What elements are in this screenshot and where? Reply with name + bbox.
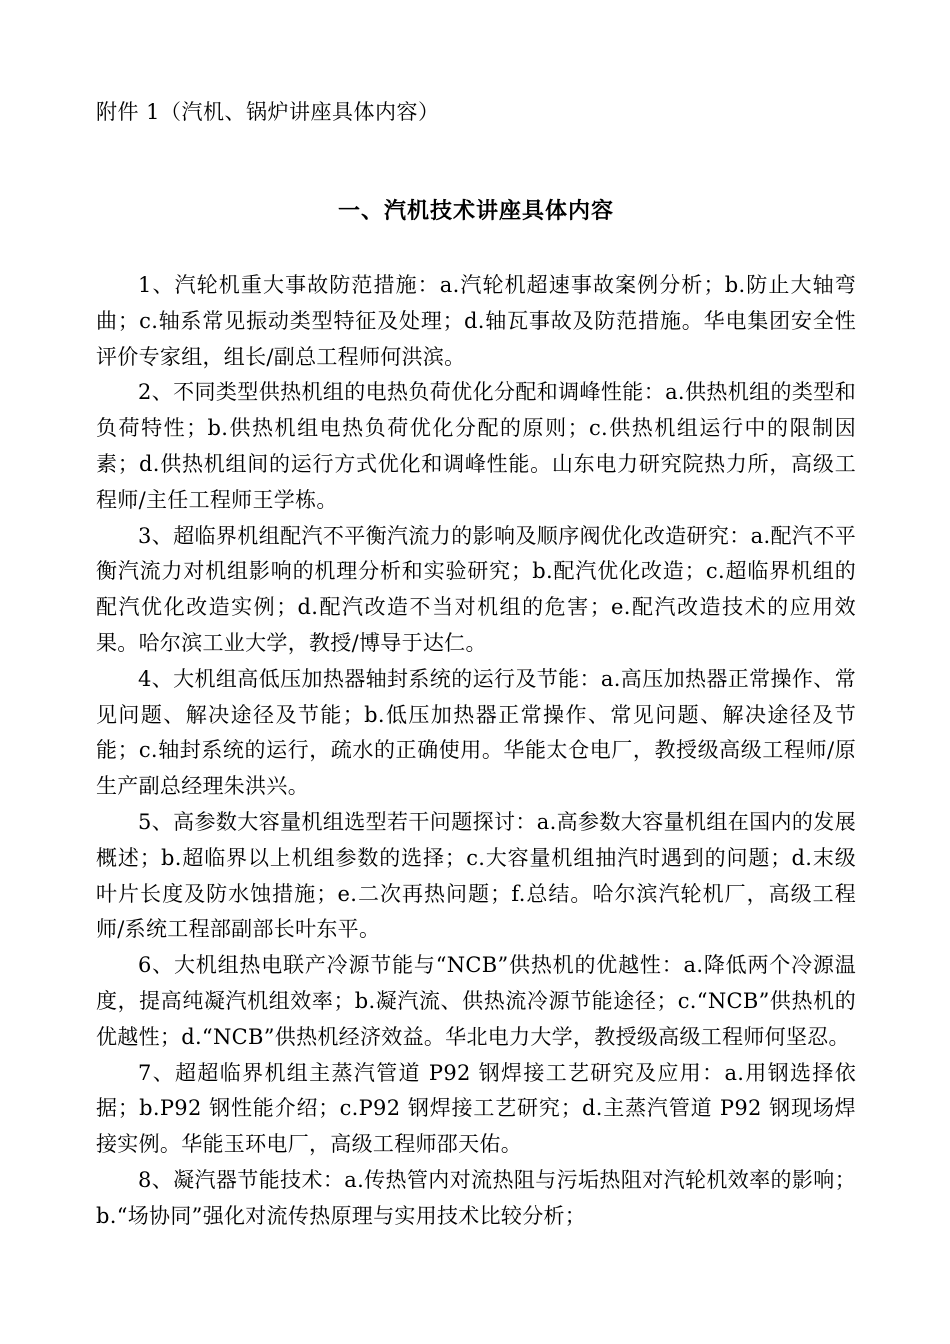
lecture-item-8: 8、凝汽器节能技术：a.传热管内对流热阻与污垢热阻对汽轮机效率的影响；b.“场协同”强化对流传热原理与实用技术比较分析； bbox=[96, 1167, 856, 1228]
lecture-item-1: 1、汽轮机重大事故防范措施：a.汽轮机超速事故案例分析；b.防止大轴弯曲；c.轴系常见振动类型特征及处理；d.轴瓦事故及防范措施。华电集团安全性评价专家组，组长/副总工程师何洪滨。 bbox=[96, 273, 856, 369]
lecture-item-7: 7、超超临界机组主蒸汽管道 P92 钢焊接工艺研究及应用：a.用钢选择依据；b.P92 钢性能介绍；c.P92 钢焊接工艺研究；d.主蒸汽管道 P92 钢现场焊接实例。华能玉环电厂，高级工程师邵天佑。 bbox=[96, 1060, 856, 1157]
lecture-item-6: 6、大机组热电联产冷源节能与“NCB”供热机的优越性：a.降低两个冷源温度，提高纯凝汽机组效率；b.凝汽流、供热流冷源节能途径；c.“NCB”供热机的优越性；d.“NCB”供热机经济效益。华北电力大学，教授级高级工程师何坚忍。 bbox=[96, 953, 856, 1049]
lecture-item-5: 5、高参数大容量机组选型若干问题探讨：a.高参数大容量机组在国内的发展概述；b.超临界以上机组参数的选择；c.大容量机组抽汽时遇到的问题；d.末级叶片长度及防水蚀措施；e.二次再热问题；f.总结。哈尔滨汽轮机厂，高级工程师/系统工程部副部长叶东平。 bbox=[96, 809, 856, 942]
document-page bbox=[96, 96, 856, 1235]
lecture-item-4: 4、大机组高低压加热器轴封系统的运行及节能：a.高压加热器正常操作、常见问题、解决途径及节能；b.低压加热器正常操作、常见问题、解决途径及节能；c.轴封系统的运行，疏水的正确使用。华能太仓电厂，教授级高级工程师/原生产副总经理朱洪兴。 bbox=[96, 666, 856, 799]
lecture-item-2: 2、不同类型供热机组的电热负荷优化分配和调峰性能：a.供热机组的类型和负荷特性；b.供热机组电热负荷优化分配的原则；c.供热机组运行中的限制因素；d.供热机组间的运行方式优化和调峰性能。山东电力研究院热力所，高级工程师/主任工程师王学栋。 bbox=[96, 380, 856, 512]
attachment-label: 附件 1（汽机、锅炉讲座具体内容） bbox=[96, 100, 440, 124]
section-title: 一、汽机技术讲座具体内容 bbox=[337, 198, 614, 224]
lecture-list bbox=[96, 268, 856, 1235]
lecture-item-3: 3、超临界机组配汽不平衡汽流力的影响及顺序阀优化改造研究：a.配汽不平衡汽流力对机组影响的机理分析和实验研究；b.配汽优化改造；c.超临界机组的配汽优化改造实例；d.配汽改造不当对机组的危害；e.配汽改造技术的应用效果。哈尔滨工业大学，教授/博导于达仁。 bbox=[96, 523, 856, 655]
